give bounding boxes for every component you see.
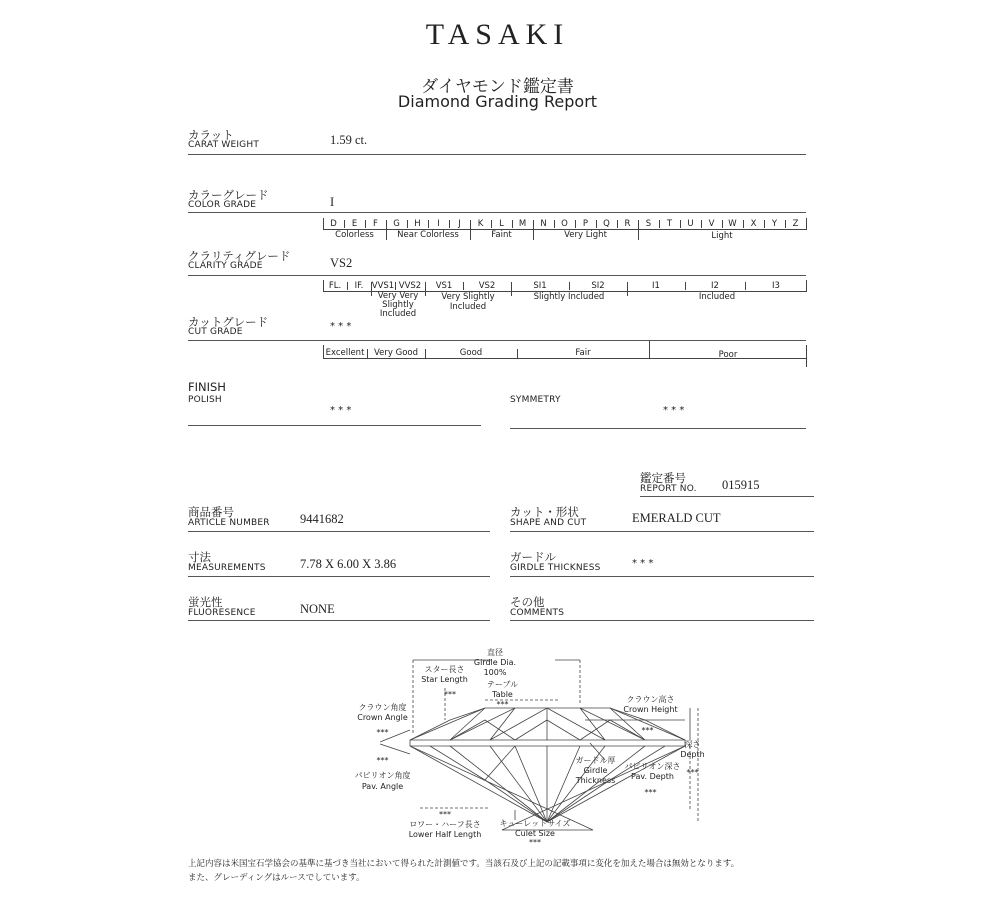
clarity-label-jp: クラリティグレード [188, 249, 291, 263]
table-en: Table [492, 690, 513, 699]
crown-angle-en: Crown Angle [357, 713, 408, 722]
girdle-thickness-en2: Thickness [575, 776, 616, 785]
color-letter: S [645, 219, 652, 229]
clarity-grade: SI2 [591, 281, 605, 291]
girdle-value: * * * [632, 558, 654, 569]
color-letter: L [499, 219, 504, 229]
cut-grade: Excellent [325, 348, 365, 358]
color-letter: K [477, 219, 484, 229]
clarity-scale [323, 280, 807, 319]
clarity-grade: I2 [711, 281, 719, 291]
fluorescence-underline [188, 620, 490, 621]
carat-value: 1.59 ct. [330, 133, 368, 147]
shape-value: EMERALD CUT [632, 511, 721, 525]
table-value: *** [496, 700, 509, 709]
shape-label-jp: カット・形状 [510, 505, 579, 519]
clarity-grade: I3 [772, 281, 780, 291]
girdle-dia-value: 100% [483, 668, 507, 677]
color-scale [323, 218, 807, 242]
lower-half-en: Lower Half Length [408, 830, 482, 839]
color-letter: P [582, 219, 589, 229]
cut-label-jp: カットグレード [188, 315, 269, 329]
color-letter: G [393, 219, 400, 229]
clarity-grade: SI1 [533, 281, 547, 291]
color-group: Faint [491, 230, 512, 240]
color-letter: N [540, 219, 547, 229]
finish-label: FINISH [188, 380, 226, 394]
color-underline [188, 212, 806, 213]
report-label-jp: 鑑定番号 [640, 471, 686, 485]
culet-value: *** [529, 838, 541, 847]
comments-label-en: COMMENTS [510, 608, 565, 618]
clarity-group: Very Slightly Included [441, 292, 495, 312]
fluorescence-label-en: FLUORESENCE [188, 608, 256, 618]
color-letter: W [728, 219, 737, 229]
color-letter: Y [771, 219, 778, 229]
color-group: Very Light [564, 230, 607, 240]
clarity-group: Included [698, 292, 736, 302]
clarity-label-en: CLARITY GRADE [188, 261, 263, 271]
clarity-grade: FL. [328, 281, 342, 291]
color-letter: J [458, 219, 461, 229]
symmetry-underline [510, 428, 806, 429]
culet-jp: キューレットサイズ [499, 819, 571, 828]
symmetry-label: SYMMETRY [510, 395, 561, 405]
color-letter: H [414, 219, 421, 229]
comments-label-jp: その他 [510, 595, 545, 609]
lower-half-value: *** [439, 810, 451, 819]
carat-underline [188, 154, 806, 155]
fluorescence-label-jp: 蛍光性 [188, 595, 223, 609]
measurements-value: 7.78 X 6.00 X 3.86 [300, 557, 397, 571]
clarity-grade: VVS1 [371, 281, 395, 291]
cut-value: * * * [330, 321, 352, 332]
pav-angle-arrow [380, 744, 410, 754]
pav-angle-en: Pav. Angle [361, 782, 404, 791]
diamond-pavilion-facet [485, 746, 515, 780]
star-length-en: Star Length [421, 675, 468, 684]
clarity-group: Slightly Included [533, 292, 605, 302]
pav-depth-en: Pav. Depth [631, 772, 674, 781]
clarity-grade: VS1 [435, 281, 453, 291]
color-letter: R [624, 219, 631, 229]
star-length-jp: スター長さ [424, 665, 465, 674]
crown-height-en: Crown Height [623, 705, 678, 714]
girdle-label-jp: ガードル [510, 550, 556, 564]
color-group: Colorless [335, 230, 374, 240]
girdle-dia-en: Girdle Dia. [473, 658, 517, 667]
color-label-jp: カラーグレード [188, 188, 269, 202]
girdle-underline [510, 576, 814, 577]
color-letter: V [708, 219, 715, 229]
shape-underline [510, 531, 814, 532]
report-underline [640, 496, 814, 497]
title-japanese: ダイヤモンド鑑定書 [421, 77, 574, 97]
depth-value: *** [686, 768, 699, 777]
color-letter: X [750, 219, 757, 229]
color-letter: F [373, 219, 378, 229]
report-number: 015915 [722, 478, 760, 492]
girdle-thickness-jp: ガードル厚 [575, 756, 616, 765]
article-label-jp: 商品番号 [188, 505, 234, 519]
measurements-label-en: MEASUREMENTS [188, 563, 266, 573]
shape-label-en: SHAPE AND CUT [510, 518, 587, 528]
cut-grade: Very Good [374, 348, 418, 358]
color-letter: U [687, 219, 694, 229]
footer-note-line1: 上記内容は米国宝石学協会の基準に基づき当社において得られた計測値です。当該石及び上記の記載事項に変化を加えた場合は無効となります。 [188, 859, 740, 869]
color-group: Light [711, 231, 733, 241]
pav-angle-value: *** [376, 756, 389, 765]
crown-height-value: *** [641, 726, 654, 735]
color-group: Near Colorless [397, 230, 459, 240]
article-underline [188, 531, 490, 532]
symmetry-value: * * * [663, 405, 685, 416]
pav-depth-value: *** [644, 788, 657, 797]
table-jp: テーブル [486, 680, 519, 689]
cut-grade: Good [459, 348, 483, 358]
carat-label-jp: カラット [188, 128, 234, 142]
color-letter: Z [792, 219, 799, 229]
clarity-group: Very Very Slightly Included [377, 291, 419, 319]
brand-logo: TASAKI [425, 18, 570, 51]
cut-scale [323, 345, 807, 367]
pav-angle-jp: パビリオン角度 [354, 771, 411, 780]
cut-grade: Fair [575, 348, 591, 358]
comments-underline [510, 620, 814, 621]
girdle-label-en: GIRDLE THICKNESS [510, 563, 601, 573]
color-letter: I [437, 219, 440, 229]
pav-depth-jp: パビリオン深さ [624, 762, 681, 771]
depth-en: Depth [680, 750, 705, 759]
polish-value: * * * [330, 405, 352, 416]
clarity-underline [188, 275, 806, 276]
crown-angle-value: *** [376, 728, 389, 737]
clarity-grade: I1 [652, 281, 660, 291]
cut-grade: Poor [718, 350, 738, 360]
measurements-label-jp: 寸法 [188, 550, 211, 564]
crown-height-jp: クラウン高さ [626, 695, 675, 704]
title-english: Diamond Grading Report [397, 92, 598, 111]
cut-underline [188, 340, 806, 341]
color-letter: Q [603, 219, 610, 229]
diamond-pavilion-facet [515, 746, 547, 822]
clarity-value: VS2 [330, 256, 353, 270]
report-label-en: REPORT NO. [640, 484, 697, 494]
article-label-en: ARTICLE NUMBER [188, 518, 270, 528]
clarity-grade: VVS2 [398, 281, 422, 291]
clarity-grade: VS2 [478, 281, 496, 291]
culet-en: Culet Size [515, 829, 555, 838]
color-label-en: COLOR GRADE [188, 200, 257, 210]
cut-label-en: CUT GRADE [188, 327, 243, 337]
color-letter: D [330, 219, 337, 229]
girdle-dia-jp: 直径 [487, 648, 503, 657]
depth-jp: 深さ [684, 740, 701, 749]
fluorescence-value: NONE [300, 602, 335, 616]
color-value: I [330, 195, 335, 209]
crown-angle-jp: クラウン角度 [358, 703, 407, 712]
girdle-thickness-en1: Girdle [583, 766, 608, 775]
lower-half-jp: ロワー・ハーフ長さ [409, 820, 481, 829]
polish-label: POLISH [188, 395, 222, 405]
article-number: 9441682 [300, 512, 344, 526]
polish-underline [188, 425, 481, 426]
measurements-underline [188, 576, 490, 577]
clarity-grade: IF. [354, 281, 364, 291]
star-length-value: *** [444, 690, 456, 699]
carat-label-en: CARAT WEIGHT [188, 140, 260, 150]
footer-note-line2: また、グレーディングはルースでしています。 [188, 873, 365, 883]
color-letter: M [518, 219, 527, 229]
color-letter: O [561, 219, 568, 229]
color-letter: T [666, 219, 673, 229]
color-letter: E [351, 219, 358, 229]
